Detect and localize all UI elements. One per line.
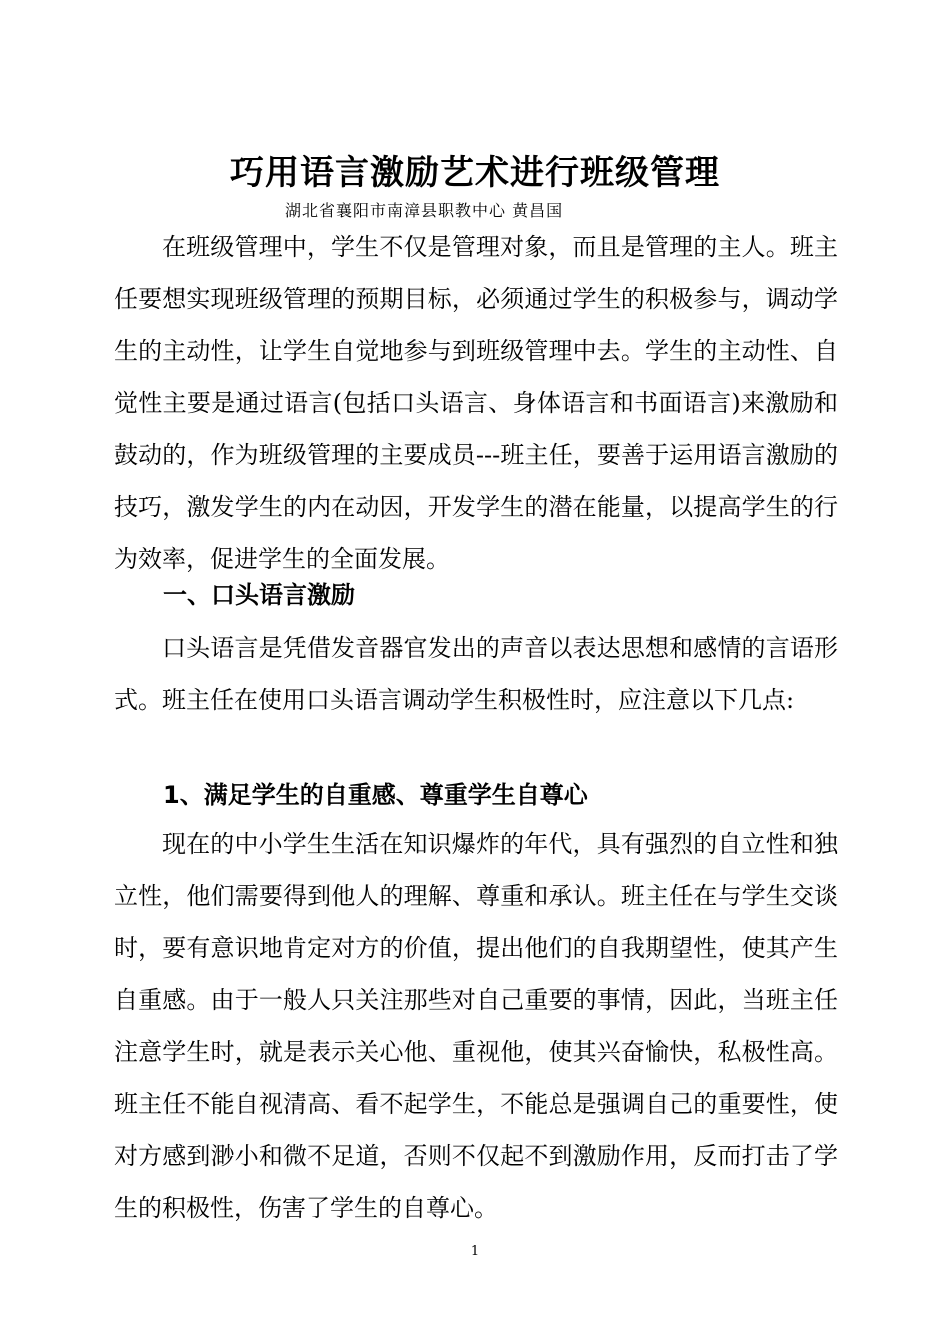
subsection-paragraph-self-esteem: 现在的中小学生生活在知识爆炸的年代，具有强烈的自立性和独立性，他们需要得到他人的理解、尊重和承认。班主任在与学生交谈时，要有意识地肯定对方的价值，提出他们的自我期望性，使其产生自重感。由于一般人只关注那些对自己重要的事情，因此，当班主任注意学生时，就是表示关心他、重视他，使其兴奋愉快，私极性高。班主任不能自视清高、看不起学生，不能总是强调自己的重要性，使对方感到渺小和微不足道，否则不仅起不到激励作用，反而打击了学生的积极性，伤害了学生的自尊心。 bbox=[114, 830, 838, 1222]
page-number: 1 bbox=[470, 1244, 480, 1259]
document-title: 巧用语言激励艺术进行班级管理 bbox=[230, 153, 720, 193]
author-byline: 湖北省襄阳市南漳县职教中心 黄昌国 bbox=[285, 201, 564, 220]
intro-paragraph: 在班级管理中，学生不仅是管理对象，而且是管理的主人。班主任要想实现班级管理的预期目标，必须通过学生的积极参与，调动学生的主动性，让学生自觉地参与到班级管理中去。学生的主动性、自觉性主要是通过语言(包括口头语言、身体语言和书面语言)来激励和鼓动的，作为班级管理的主要成员---班主任，要善于运用语言激励的技巧，激发学生的内在动因，开发学生的潜在能量，以提高学生的行为效率，促进学生的全面发展。 bbox=[114, 233, 838, 573]
subsection-heading-self-esteem: 1、满足学生的自重感、尊重学生自尊心 bbox=[163, 781, 588, 809]
section-heading-oral-language: 一、口头语言激励 bbox=[163, 581, 355, 609]
section-paragraph-oral-language: 口头语言是凭借发音器官发出的声音以表达思想和感情的言语形式。班主任在使用口头语言调动学生积极性时，应注意以下几点: bbox=[114, 634, 838, 714]
